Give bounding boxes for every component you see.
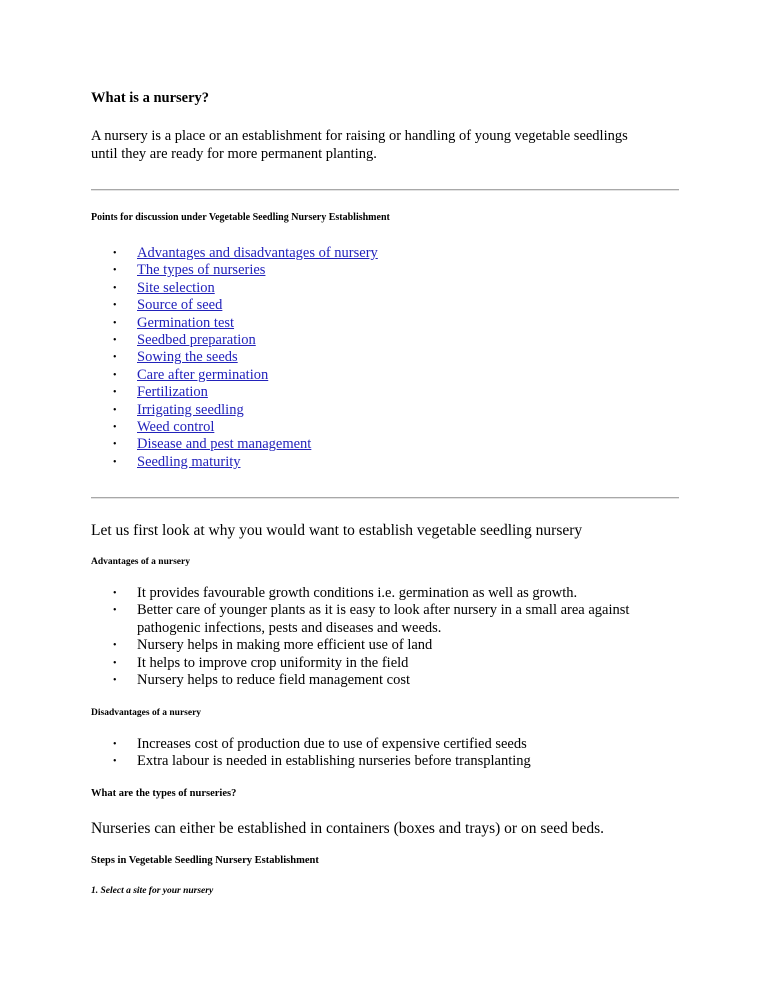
list-item xyxy=(91,436,691,453)
advantage-text: Nursery helps to reduce field management cost xyxy=(137,672,410,689)
bullet-icon: • xyxy=(113,335,117,347)
list-item xyxy=(91,419,691,436)
topic-link-seedbed-preparation[interactable]: Seedbed preparation xyxy=(137,332,256,349)
bullet-icon: • xyxy=(113,588,117,599)
topic-link-site-selection[interactable]: Site selection xyxy=(137,279,215,296)
intro-text: Let us first look at why you would want to establish vegetable seedling nursery xyxy=(91,522,583,539)
topic-link-source-of-seed[interactable]: Source of seed xyxy=(137,297,223,314)
steps-heading: Steps in Vegetable Seedling Nursery Establishment xyxy=(91,855,319,866)
topic-link-care-after-germination[interactable]: Care after germination xyxy=(137,366,269,383)
definition-line-2: until they are ready for more permanent planting. xyxy=(91,146,377,162)
bullet-icon: • xyxy=(113,675,117,687)
list-item xyxy=(91,753,691,770)
advantage-text: Better care of younger plants as it is easy to look after nursery in a small area against pathogenic infections, pests and diseases and weeds. xyxy=(137,602,630,636)
topic-link-sowing[interactable]: Sowing the seeds xyxy=(137,349,238,366)
page-title: What is a nursery? xyxy=(91,90,210,106)
list-item xyxy=(91,245,691,262)
bullet-icon: • xyxy=(113,422,117,434)
list-item xyxy=(91,349,691,366)
types-heading: What are the types of nurseries? xyxy=(91,788,237,799)
bullet-icon: • xyxy=(113,404,117,416)
topic-link-disease-pest[interactable]: Disease and pest management xyxy=(137,436,312,453)
topic-link-advantages[interactable]: Advantages and disadvantages of nursery xyxy=(137,245,378,261)
topic-link-weed-control[interactable]: Weed control xyxy=(137,419,215,436)
advantages-list xyxy=(91,585,651,689)
topic-link-fertilization[interactable]: Fertilization xyxy=(137,384,208,401)
topic-link-irrigating[interactable]: Irrigating seedling xyxy=(137,401,244,418)
disadvantages-heading: Disadvantages of a nursery xyxy=(91,708,202,718)
bullet-icon: • xyxy=(113,739,117,750)
bullet-icon: • xyxy=(113,265,117,277)
advantage-text: It helps to improve crop uniformity in the field xyxy=(137,654,409,671)
step-1-heading: 1. Select a site for your nursery xyxy=(91,886,214,896)
list-item xyxy=(91,297,691,314)
list-item xyxy=(91,637,651,654)
bullet-icon: • xyxy=(113,352,117,364)
list-item xyxy=(91,262,691,279)
bullet-icon: • xyxy=(113,756,117,768)
advantage-text: Nursery helps in making more efficient use of land xyxy=(137,637,433,654)
list-item xyxy=(91,585,651,602)
bullet-icon: • xyxy=(113,369,117,381)
list-item xyxy=(91,315,691,332)
bullet-icon: • xyxy=(113,300,117,312)
disadvantage-text: Increases cost of production due to use of expensive certified seeds xyxy=(137,736,527,752)
list-item xyxy=(91,672,651,689)
advantages-heading: Advantages of a nursery xyxy=(91,557,190,567)
bullet-icon: • xyxy=(113,248,117,259)
definition-line-1: A nursery is a place or an establishment for raising or handling of young vegetable seedlings xyxy=(91,128,628,144)
topics-list xyxy=(91,245,691,471)
topic-link-seedling-maturity[interactable]: Seedling maturity xyxy=(137,453,241,470)
disadvantage-text: Extra labour is needed in establishing nurseries before transplanting xyxy=(137,753,531,770)
topic-link-germination-test[interactable]: Germination test xyxy=(137,314,235,331)
list-item xyxy=(91,280,691,297)
divider-2 xyxy=(91,497,679,499)
list-item xyxy=(91,655,651,672)
disadvantages-list xyxy=(91,736,691,771)
list-item xyxy=(91,384,691,401)
list-item xyxy=(91,402,691,419)
list-item xyxy=(91,332,691,349)
types-text: Nurseries can either be established in containers (boxes and trays) or on seed beds. xyxy=(91,820,605,837)
bullet-icon: • xyxy=(113,387,117,399)
bullet-icon: • xyxy=(113,282,117,294)
bullet-icon: • xyxy=(113,317,117,329)
list-item xyxy=(91,602,651,637)
list-item xyxy=(91,454,691,471)
advantage-text: It provides favourable growth conditions i.e. germination as well as growth. xyxy=(137,585,578,601)
topic-link-types[interactable]: The types of nurseries xyxy=(137,262,266,279)
bullet-icon: • xyxy=(113,439,117,451)
divider-1 xyxy=(91,189,679,191)
bullet-icon: • xyxy=(113,456,117,468)
bullet-icon: • xyxy=(113,605,117,617)
points-heading: Points for discussion under Vegetable Seedling Nursery Establishment xyxy=(91,212,390,223)
bullet-icon: • xyxy=(113,657,117,669)
bullet-icon: • xyxy=(113,640,117,652)
list-item xyxy=(91,736,691,753)
list-item xyxy=(91,367,691,384)
